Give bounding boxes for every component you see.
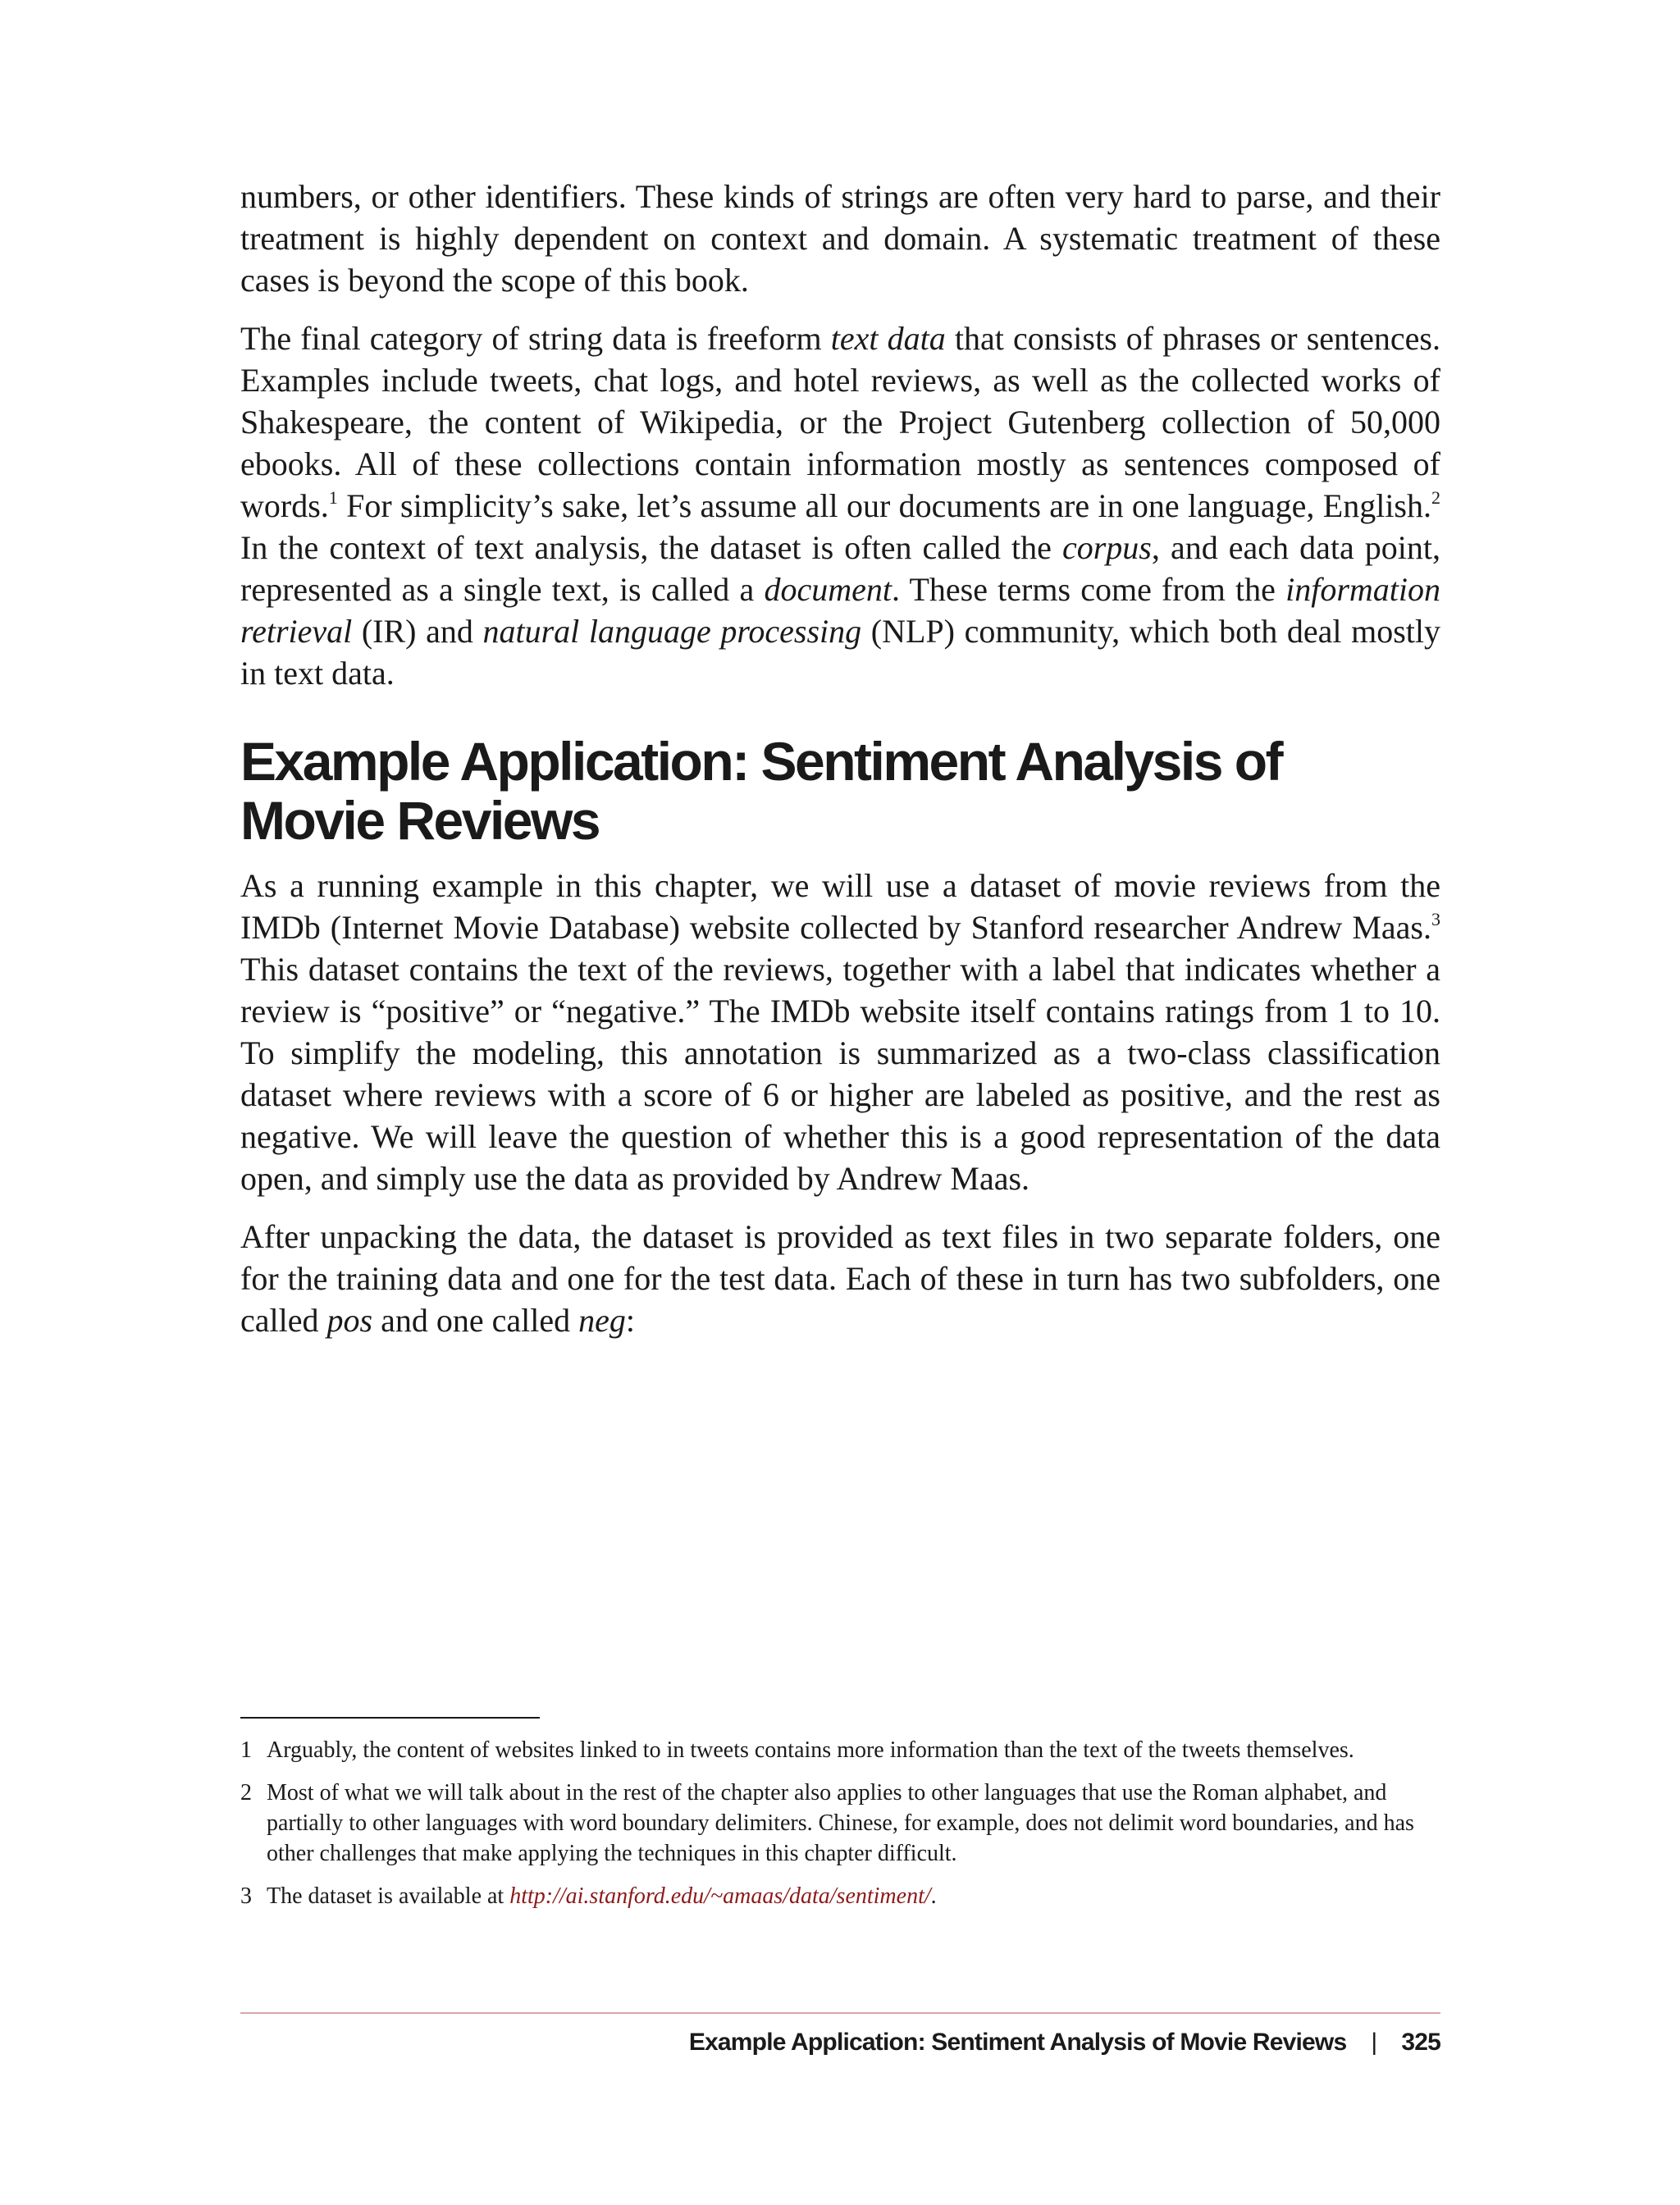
page-footer [240,2026,1440,2059]
footnote-ref-3[interactable]: 3 [1431,908,1440,929]
text-run: As a running example in this chapter, we will use a dataset of movie reviews from the IMDb (Internet Movie Database) website collected by Stanford researcher Andrew Maas. [240,867,1440,946]
paragraph-identifiers [240,176,1440,301]
footnote-text-end: . [930,1883,937,1909]
page-number: 325 [1401,2029,1440,2056]
text-run: : [625,1302,635,1339]
term-text-data: text data [830,320,946,357]
term-information-retrieval: information retrieval [240,571,1440,650]
text-run: (NLP) community, which both deal mostly in text data. [240,613,1440,692]
footnote-text: The dataset is available at [267,1883,510,1909]
term-pos: pos [326,1302,373,1339]
dataset-link[interactable]: http://ai.stanford.edu/~amaas/data/sentiment/ [509,1883,931,1909]
footnote-1 [240,1735,1440,1765]
footnote-ref-2[interactable]: 2 [1431,486,1440,508]
footnote-divider [240,1717,540,1719]
paragraph-folders [240,1216,1440,1341]
text-run: and one called [372,1302,579,1339]
term-corpus: corpus [1061,529,1152,566]
running-title: Example Application: Sentiment Analysis of Movie Reviews [688,2029,1347,2056]
footnotes [240,1717,1440,1924]
footnote-3 [240,1881,1440,1911]
term-document: document [764,571,892,608]
text-run: that consists of phrases or sentences. Examples include tweets, chat logs, and hotel reviews, as well as the collected works of Shakespeare, the content of Wikipedia, or the Project Gutenberg collection of 50,000 ebooks. All of these collections contain information mostly as sentences composed of words. [240,320,1440,524]
footnote-number: 2 [240,1780,252,1806]
text-run: , and each data point, represented as a single text, is called a [240,529,1440,608]
text-run: After unpacking the data, the dataset is provided as text files in two separate folders, one for the training data and one for the test data. Each of these in turn has two subfolders, one called [240,1218,1440,1339]
text-run: In the context of text analysis, the dataset is often called the [240,529,1062,566]
paragraph-imdb [240,865,1440,1199]
footnote-text: Arguably, the content of websites linked to in tweets contains more information than the text of the tweets themselves. [267,1737,1354,1763]
footer-separator: | [1371,2029,1377,2056]
footnote-ref-1[interactable]: 1 [328,486,338,508]
paragraph-text-data [240,317,1440,694]
term-nlp: natural language processing [482,613,862,650]
main-content [240,176,1440,1358]
text-run: The final category of string data is freeform [240,320,831,357]
footnote-text: Most of what we will talk about in the rest of the chapter also applies to other languages that use the Roman alphabet, and partially to other languages with word boundary delimiters. Chinese, for example, does not delimit word boundaries, and has other challenges that make applying the techniques in this chapter difficult. [267,1780,1414,1866]
footnote-number: 3 [240,1883,252,1909]
text-run: For simplicity’s sake, let’s assume all our documents are in one language, English. [337,487,1431,524]
footer-divider [240,2012,1440,2014]
section-heading: Example Application: Sentiment Analysis of Movie Reviews [240,731,1282,851]
footnote-2 [240,1778,1440,1869]
text-run: . These terms come from the [891,571,1286,608]
paragraph-text: numbers, or other identifiers. These kinds of strings are often very hard to parse, and their treatment is highly dependent on context and domain. A systematic treatment of these cases is beyond the scope of this book. [240,178,1440,299]
footnote-number: 1 [240,1737,252,1763]
text-run: (IR) and [352,613,483,650]
text-run: This dataset contains the text of the reviews, together with a label that indicates whether a review is “positive” or “negative.” The IMDb website itself contains ratings from 1 to 10. To simplify the modeling, this annotation is summarized as a two-class classification dataset where reviews with a score of 6 or higher are labeled as positive, and the rest as negative. We will leave the question of whether this is a good representation of the data open, and simply use the data as provided by Andrew Maas. [240,951,1440,1197]
term-neg: neg [578,1302,626,1339]
